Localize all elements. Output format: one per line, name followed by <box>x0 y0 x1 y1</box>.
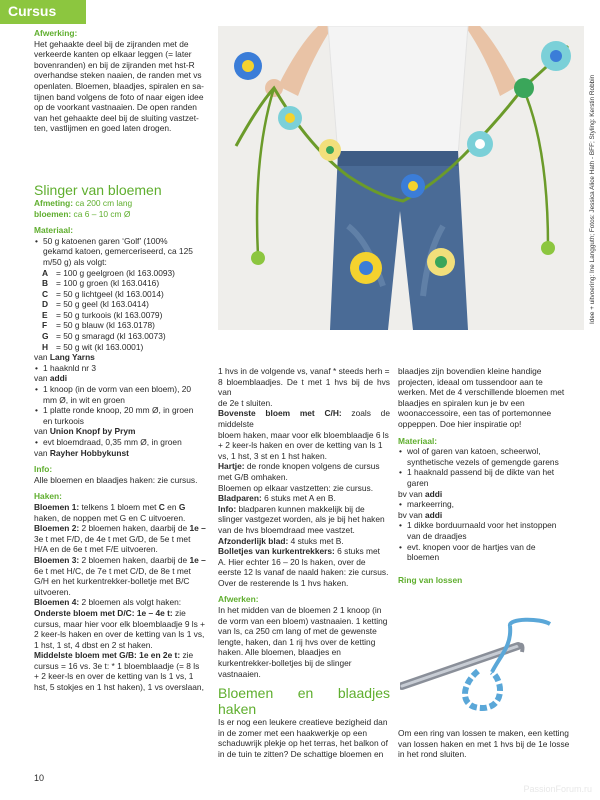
watermark: PassionForum.ru <box>523 784 592 794</box>
ring-heading: Ring van lossen <box>398 574 463 585</box>
garland-photo <box>218 26 584 330</box>
afwerken-heading: Afwerken: <box>218 594 259 605</box>
column-left: Afwerking: Het gehaakte deel bij de zijranden met de verkeerde kanten op elkaar leggen (= later bovenranden) en bij de zijranden met hst-R overhandse steken naaien, de randen met vs openlaten. Bloemen, blaadjes, spiralen en sa- tijnen band volgens de foto of naar eigen idee op de voorkant vastnaaien. De open randen van het gehaakte deel bij de sluiting vastzet- ten, vastlijmen en goed laten drogen. Slinger van bloemen Afmeting: ca 200 cm lang bloemen: ca 6 – 10 cm Ø Materiaal: • 50 g katoenen garen ‘Golf’ (100% gekamd katoen, gemerceriseerd, ca 125 m/50 g) als volgt: A = 100 g geelgroen (kl 163.0093) B = 100 g groen (kl 163.0416) C = 50 g lichtgeel (kl 163.0014) D = 50 g geel (kl 163.0414) E = 50 g turkoois (kl 163.0079) F = 50 g blauw (kl 163.0178) G = 50 g smaragd (kl 163.0073) H = 50 g wit (kl 163.0001) van Lang Yarns • 1 haaknld nr 3 van addi • 1 knoop (in de vorm van een bloem), 20 mm Ø, in wit en groen • 1 platte ronde knoop, 20 mm Ø, in groen en turkoois van Union Knopf by Prym • evt bloemdraad, 0,35 mm Ø, in groen van Rayher Hobbykunst Info: Alle bloemen en blaadjes haken: zie cursus. Haken: Bloemen 1: telkens 1 bloem met C en G haken, de noppen met G en C uitvoeren. Bloemen 2: 2 bloemen haken, daarbij de 1e – 3e t met F/D, de 4e t met G/D, de 5e t met H/A en de 6e t met F/E uitvoeren. Bloemen 3: 2 bloemen haken, daarbij de 1e – 6e t met H/C, de 7e t met C/D, de 8e t met G/H en het kurkentrekker-bolletje met B/C uitvoeren. Bloemen 4: 2 bloemen als volgt haken: Onderste bloem met D/C: 1e – 4e t: zie cursus, maar hier voor elk bloemblaadje 9 ls + 2 keer-ls haken en over de ketting van ls 1 vs, 1 hst, 1 st, 4 dbst en 2 st haken. Middelste bloem met G/B: 1e en 2e t: zie cursus = 16 vs. 3e t: * 1 bloemblaadje (= 8 ls + 2 keer-ls en over de ketting van ls 1 vs, 1 hst, 5 stokjes en 1 hst haken), 1 vs overslaan, <box>34 28 210 693</box>
crochet-ring-diagram <box>400 616 580 712</box>
afwerking-text: Het gehaakte deel bij de zijranden met de verkeerde kanten op elkaar leggen (= later bovenranden) en bij de zijranden met hst-R overhandse steken naaien, de randen met vs openlaten. Bloemen, blaadjes, spiralen en sa- tijnen band volgens de foto of naar eigen idee op de voorkant vastnaaien. De open randen van het gehaakte deel bij de sluiting vastzet- ten, vastlijmen en goed laten drogen. <box>34 38 204 134</box>
column-right: blaadjes zijn bovendien kleine handige projecten, ideaal om tussendoor aan te werken. Met de 4 verschillende bloemen met blaadjes en spiralen kun je bv een woonaccessoire, een tas of portemonnee oppeppen. Doe hier inspiratie op! Materiaal: • wol of garen van katoen, scheerwol, synthetische vezels of gemengde garens • 1 haaknald passend bij de dikte van het garen bv van addi • markeerring, bv van addi • 1 dikke borduurnaald voor het instoppen van de draadjes • evt. knopen voor de hartjes van de bloemen Ring van lossen <box>398 366 578 585</box>
column-middle: 1 hvs in de volgende vs, vanaf * steeds herh = 8 bloemblaadjes. De t met 1 hvs bij de hvs van de 2e t sluiten. Bovenste bloem met C/H: zoals de middelste bloem haken, maar voor elk bloemblaadje 6 ls + 2 keer-ls haken en over de ketting van ls 1 vs, 1 hst, 3 st en 1 hst haken. Hartje: de ronde knopen volgens de cursus met G/B omhaken. Bloemen op elkaar vastzetten: zie cursus. Bladparen: 6 stuks met A en B. Info: bladparen kunnen makkelijk bij de slinger vastgezet worden, als je bij het haken van de hvs bloemdraad mee vastzet. Afzonderlijk blad: 4 stuks met B. Bolletjes van kurkentrekkers: 6 stuks met A. Hier echter 16 – 20 ls haken, over de eerste 12 ls vanaf de naald haken: zie cursus. Over de resterende ls 1 hvs haken. Afwerken: In het midden van de bloemen 2 1 knoop (in de vorm van een bloem) vastnaaien. 1 ketting van ls, ca 250 cm lang of met de gewenste lengte, haken, dan 1 rij hvs over de ketting haken. Alle bloemen, blaadjes en kurkentrekker-bolletjes bij de slinger vastnaaien. Bloemen en blaadjes haken Is er nog een leukere creatieve bezigheid dan in de zomer met een haakwerkje op een schaduwrijk plekje op het terras, het balkon of in de tuin te zitten? De schattige bloemen en <box>218 366 390 759</box>
section-tab: Cursus <box>0 0 86 24</box>
page-number: 10 <box>34 773 45 783</box>
info-heading: Info: <box>34 464 53 475</box>
bloemen-blaadjes-title: Bloemen en blaadjes haken <box>218 685 390 718</box>
slinger-title: Slinger van bloemen <box>34 181 162 198</box>
photo-credit: Idee + uitvoering: Ine Langguth; Fotos: Jessica Alice Hath - BFF; Styling: Kerstin Robbin <box>589 74 596 324</box>
haken-heading: Haken: <box>34 491 62 502</box>
materiaal-list: • 50 g katoenen garen ‘Golf’ (100% <box>34 236 210 247</box>
ring-text: Om een ring van lossen te maken, een ketting van lossen haken en met 1 hvs bij de 1e losse in het rond sluiten. <box>398 728 570 760</box>
woman-with-flower-garland-illustration <box>218 26 584 330</box>
materiaal-heading: Materiaal: <box>34 225 74 236</box>
afwerking-heading: Afwerking: <box>34 28 78 38</box>
haken-instructions: Bloemen 1: telkens 1 bloem met C en G haken, de noppen met G en C uitvoeren. Bloemen 2: 2 bloemen haken, daarbij de 1e – 3e t met F/D, de 4e t met G/D, de 5e t met H/A en de 6e t met F/E uitvoeren. Bloemen 3: 2 bloemen haken, daarbij de 1e – 6e t met H/C, de 7e t met C/D, de 8e t met G/H en het kurkentrekker-bolletje met B/C uitvoeren. Bloemen 4: 2 bloemen als volgt haken: Onderste bloem met D/C: 1e – 4e t: zie cursus, maar hier voor elk bloemblaadje 9 ls + 2 keer-ls haken en over de ketting van ls 1 vs, 1 hst, 1 st, 4 dbst en 2 st haken. Middelste bloem met G/B: 1e en 2e t: zie cursus = 16 vs. 3e t: * 1 bloemblaadje (= 8 ls + 2 keer-ls en over de ketting van ls 1 vs, 1 hst, 5 stokjes en 1 hst haken), 1 vs overslaan, <box>34 501 206 693</box>
materiaal-heading-2: Materiaal: <box>398 435 438 446</box>
yarn-list: A = 100 g geelgroen (kl 163.0093) B = 100 g groen (kl 163.0416) C = 50 g lichtgeel (kl 163.0014) D = 50 g geel (kl 163.0414) E = 50 g turkoois (kl 163.0079) F = 50 g blauw (kl 163.0178) G = 50 g smaragd (kl 163.0073) H = 50 g wit (kl 163.0001) <box>42 267 175 352</box>
